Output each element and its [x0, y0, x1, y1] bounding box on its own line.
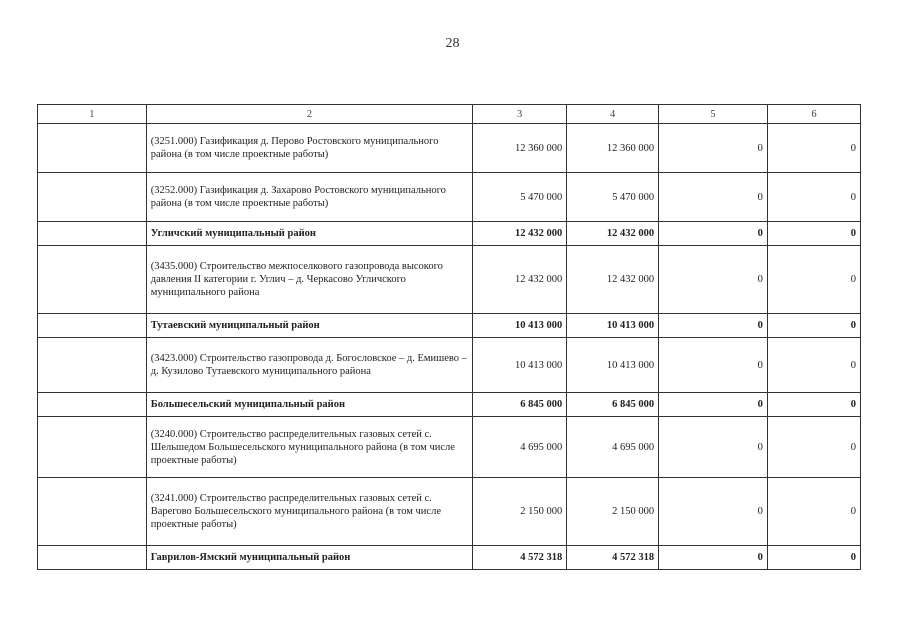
cell-col-3: 10 413 000	[473, 314, 567, 338]
cell-col-5: 0	[659, 314, 768, 338]
cell-col-4: 4 572 318	[567, 546, 659, 570]
cell-col-3: 12 432 000	[473, 246, 567, 314]
cell-col-1	[38, 338, 147, 393]
cell-name: Угличский муниципальный район	[146, 222, 472, 246]
cell-col-3: 5 470 000	[473, 173, 567, 222]
cell-name: (3423.000) Строительство газопровода д. Богословское – д. Емишево – д. Кузилово Тутаевского муниципального района	[146, 338, 472, 393]
cell-name: (3251.000) Газификация д. Перово Ростовского муниципального района (в том числе проектные работы)	[146, 124, 472, 173]
cell-col-4: 2 150 000	[567, 478, 659, 546]
project-row	[38, 417, 861, 478]
cell-col-6: 0	[767, 478, 860, 546]
cell-col-1	[38, 478, 147, 546]
cell-col-5: 0	[659, 338, 768, 393]
column-header-5: 5	[659, 105, 768, 124]
cell-col-4: 4 695 000	[567, 417, 659, 478]
project-row	[38, 124, 861, 173]
district-total-row	[38, 314, 861, 338]
district-total-row	[38, 546, 861, 570]
project-row	[38, 338, 861, 393]
cell-col-5: 0	[659, 546, 768, 570]
cell-col-5: 0	[659, 222, 768, 246]
cell-col-3: 2 150 000	[473, 478, 567, 546]
district-total-row	[38, 393, 861, 417]
cell-col-6: 0	[767, 417, 860, 478]
cell-col-3: 4 572 318	[473, 546, 567, 570]
column-header-6: 6	[767, 105, 860, 124]
column-header-3: 3	[473, 105, 567, 124]
cell-name: (3240.000) Строительство распределительных газовых сетей с. Шельшедом Большесельского муниципального района (в том числе проектные работы)	[146, 417, 472, 478]
cell-name: (3252.000) Газификация д. Захарово Ростовского муниципального района (в том числе проектные работы)	[146, 173, 472, 222]
cell-col-6: 0	[767, 173, 860, 222]
table-header	[38, 105, 861, 124]
cell-name: Гаврилов-Ямский муниципальный район	[146, 546, 472, 570]
cell-col-3: 12 360 000	[473, 124, 567, 173]
cell-col-4: 10 413 000	[567, 314, 659, 338]
header-row	[38, 105, 861, 124]
cell-col-6: 0	[767, 314, 860, 338]
cell-col-6: 0	[767, 222, 860, 246]
cell-col-4: 12 432 000	[567, 222, 659, 246]
cell-col-1	[38, 222, 147, 246]
cell-col-5: 0	[659, 173, 768, 222]
cell-name: Большесельский муниципальный район	[146, 393, 472, 417]
cell-col-4: 12 432 000	[567, 246, 659, 314]
project-row	[38, 478, 861, 546]
district-total-row	[38, 222, 861, 246]
page-number: 28	[445, 36, 460, 51]
cell-name: (3241.000) Строительство распределительных газовых сетей с. Варегово Большесельского муниципального района (в том числе проектные работы)	[146, 478, 472, 546]
column-header-4: 4	[567, 105, 659, 124]
project-row	[38, 246, 861, 314]
cell-col-6: 0	[767, 338, 860, 393]
column-header-1: 1	[38, 105, 147, 124]
cell-col-4: 12 360 000	[567, 124, 659, 173]
budget-table	[37, 104, 861, 570]
column-header-2: 2	[146, 105, 472, 124]
cell-col-1	[38, 546, 147, 570]
cell-col-5: 0	[659, 478, 768, 546]
cell-col-4: 6 845 000	[567, 393, 659, 417]
cell-col-3: 10 413 000	[473, 338, 567, 393]
cell-col-5: 0	[659, 417, 768, 478]
cell-col-3: 12 432 000	[473, 222, 567, 246]
cell-col-6: 0	[767, 546, 860, 570]
cell-col-6: 0	[767, 393, 860, 417]
cell-col-1	[38, 246, 147, 314]
cell-col-5: 0	[659, 124, 768, 173]
cell-col-4: 10 413 000	[567, 338, 659, 393]
cell-col-4: 5 470 000	[567, 173, 659, 222]
cell-col-6: 0	[767, 124, 860, 173]
cell-name: (3435.000) Строительство межпоселкового газопровода высокого давления II категории г. Углич – д. Черкасово Угличского муниципального района	[146, 246, 472, 314]
cell-col-1	[38, 393, 147, 417]
cell-col-5: 0	[659, 246, 768, 314]
cell-col-1	[38, 314, 147, 338]
cell-name: Тутаевский муниципальный район	[146, 314, 472, 338]
cell-col-1	[38, 173, 147, 222]
table-body	[38, 124, 861, 570]
cell-col-6: 0	[767, 246, 860, 314]
cell-col-1	[38, 417, 147, 478]
project-row	[38, 173, 861, 222]
cell-col-5: 0	[659, 393, 768, 417]
cell-col-1	[38, 124, 147, 173]
cell-col-3: 4 695 000	[473, 417, 567, 478]
cell-col-3: 6 845 000	[473, 393, 567, 417]
